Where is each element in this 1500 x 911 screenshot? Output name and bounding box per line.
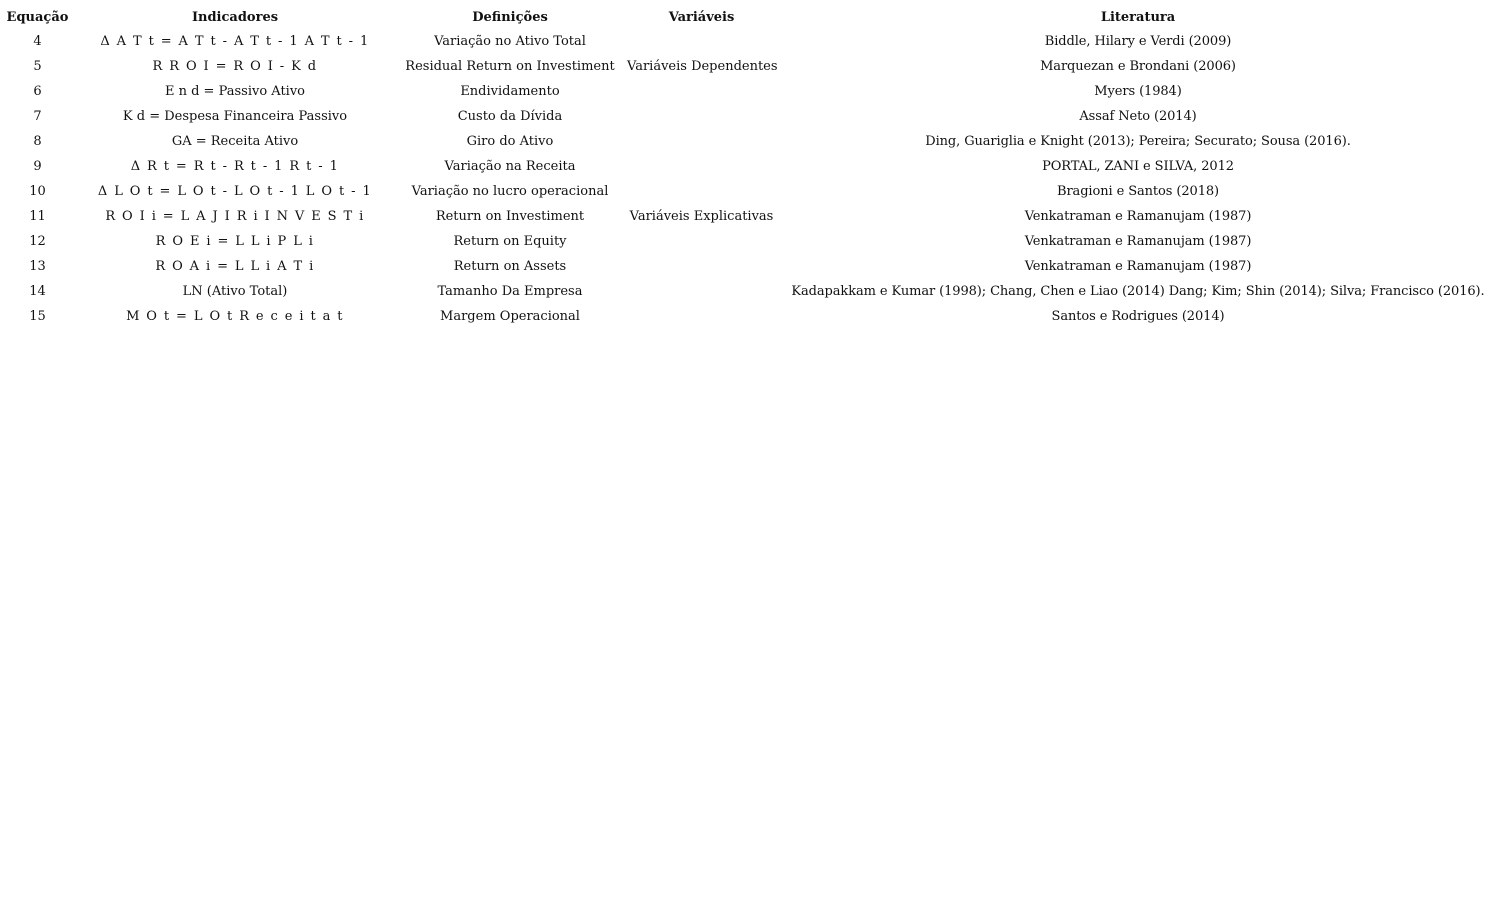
indicator-formula: M O t = L O t R e c e i t a t [126, 309, 344, 324]
definition: Custo da Dívida [457, 109, 563, 124]
equation-number: 15 [29, 309, 46, 324]
literature-reference: PORTAL, ZANI e SILVA, 2012 [1042, 159, 1234, 174]
table-row [0, 254, 1498, 279]
definition: Return on Investiment [435, 209, 585, 224]
table-row [0, 104, 1498, 129]
definition: Variação no Ativo Total [434, 34, 586, 49]
header-row [0, 5, 1498, 29]
literature-reference: Biddle, Hilary e Verdi (2009) [1044, 34, 1232, 49]
variable-type [625, 179, 778, 204]
definition: Tamanho Da Empresa [437, 284, 583, 299]
literature-reference: Santos e Rodrigues (2014) [1051, 309, 1225, 324]
definition: Variação na Receita [444, 159, 576, 174]
equation-number: 6 [33, 84, 42, 99]
indicator-formula: LN (Ativo Total) [182, 284, 288, 299]
variable-type: Variáveis Dependentes [627, 59, 778, 74]
variable-type [625, 104, 778, 129]
variable-type [625, 254, 778, 279]
header-indicadores: Indicadores [191, 9, 279, 25]
variable-type [625, 229, 778, 254]
indicator-formula: GA = Receita Ativo [171, 134, 299, 149]
literature-reference: Ding, Guariglia e Knight (2013); Pereira; Securato; Sousa (2016). [925, 134, 1351, 149]
table-row [0, 279, 1498, 304]
header-equacao: Equação [6, 9, 69, 25]
table-row [0, 304, 1498, 329]
literature-reference: Bragioni e Santos (2018) [1056, 184, 1220, 199]
header-definicoes: Definições [472, 9, 548, 25]
definition: Endividamento [460, 84, 560, 99]
literature-reference: Myers (1984) [1094, 84, 1182, 99]
definition: Return on Equity [453, 234, 567, 249]
header-literatura: Literatura [1100, 9, 1176, 25]
table-row [0, 29, 1498, 54]
variable-type [625, 129, 778, 154]
literature-reference: Venkatraman e Ramanujam (1987) [1024, 209, 1252, 224]
variable-type [625, 79, 778, 104]
equation-number: 8 [33, 134, 42, 149]
table-row [0, 204, 1498, 229]
equation-number: 5 [33, 59, 42, 74]
literature-reference: Kadapakkam e Kumar (1998); Chang, Chen e Liao (2014) Dang; Kim; Shin (2014); Silva; Francisco (2016). [791, 284, 1485, 299]
table-row [0, 229, 1498, 254]
equation-number: 12 [29, 234, 46, 249]
variable-type [625, 29, 778, 54]
indicator-formula: K d = Despesa Financeira Passivo [122, 109, 348, 124]
indicator-formula: Δ A T t = A T t - A T t - 1 A T t - 1 [100, 34, 370, 49]
definition: Return on Assets [453, 259, 567, 274]
table-row [0, 179, 1498, 204]
table-row [0, 79, 1498, 104]
definition: Margem Operacional [440, 309, 580, 324]
indicator-formula: Δ L O t = L O t - L O t - 1 L O t - 1 [97, 184, 373, 199]
indicator-formula: Δ R t = R t - R t - 1 R t - 1 [130, 159, 340, 174]
literature-reference: Marquezan e Brondani (2006) [1040, 59, 1236, 74]
literature-reference: Assaf Neto (2014) [1079, 109, 1197, 124]
indicator-formula: R O I i = L A J I R i I N V E S T i [105, 209, 365, 224]
table-row [0, 129, 1498, 154]
indicator-formula: R O E i = L L i P L i [155, 234, 315, 249]
table-row [0, 154, 1498, 179]
table-row [0, 54, 1498, 79]
definition: Residual Return on Investiment [405, 59, 615, 74]
indicator-formula: R R O I = R O I - K d [152, 59, 318, 74]
indicator-formula: R O A i = L L i A T i [155, 259, 315, 274]
variable-type: Variáveis Explicativas [629, 209, 774, 224]
equation-number: 9 [33, 159, 42, 174]
equation-number: 14 [29, 284, 46, 299]
variable-type [625, 154, 778, 179]
indicator-formula: E n d = Passivo Ativo [164, 84, 306, 99]
equation-number: 11 [29, 209, 46, 224]
definition: Variação no lucro operacional [411, 184, 609, 199]
equation-number: 7 [33, 109, 42, 124]
variable-type [625, 279, 778, 304]
definition: Giro do Ativo [466, 134, 554, 149]
literature-reference: Venkatraman e Ramanujam (1987) [1024, 234, 1252, 249]
header-variaveis: Variáveis [668, 9, 735, 25]
indicators-table [0, 5, 1498, 329]
variable-type [625, 304, 778, 329]
literature-reference: Venkatraman e Ramanujam (1987) [1024, 259, 1252, 274]
equation-number: 10 [29, 184, 46, 199]
equation-number: 13 [29, 259, 46, 274]
equation-number: 4 [33, 34, 42, 49]
